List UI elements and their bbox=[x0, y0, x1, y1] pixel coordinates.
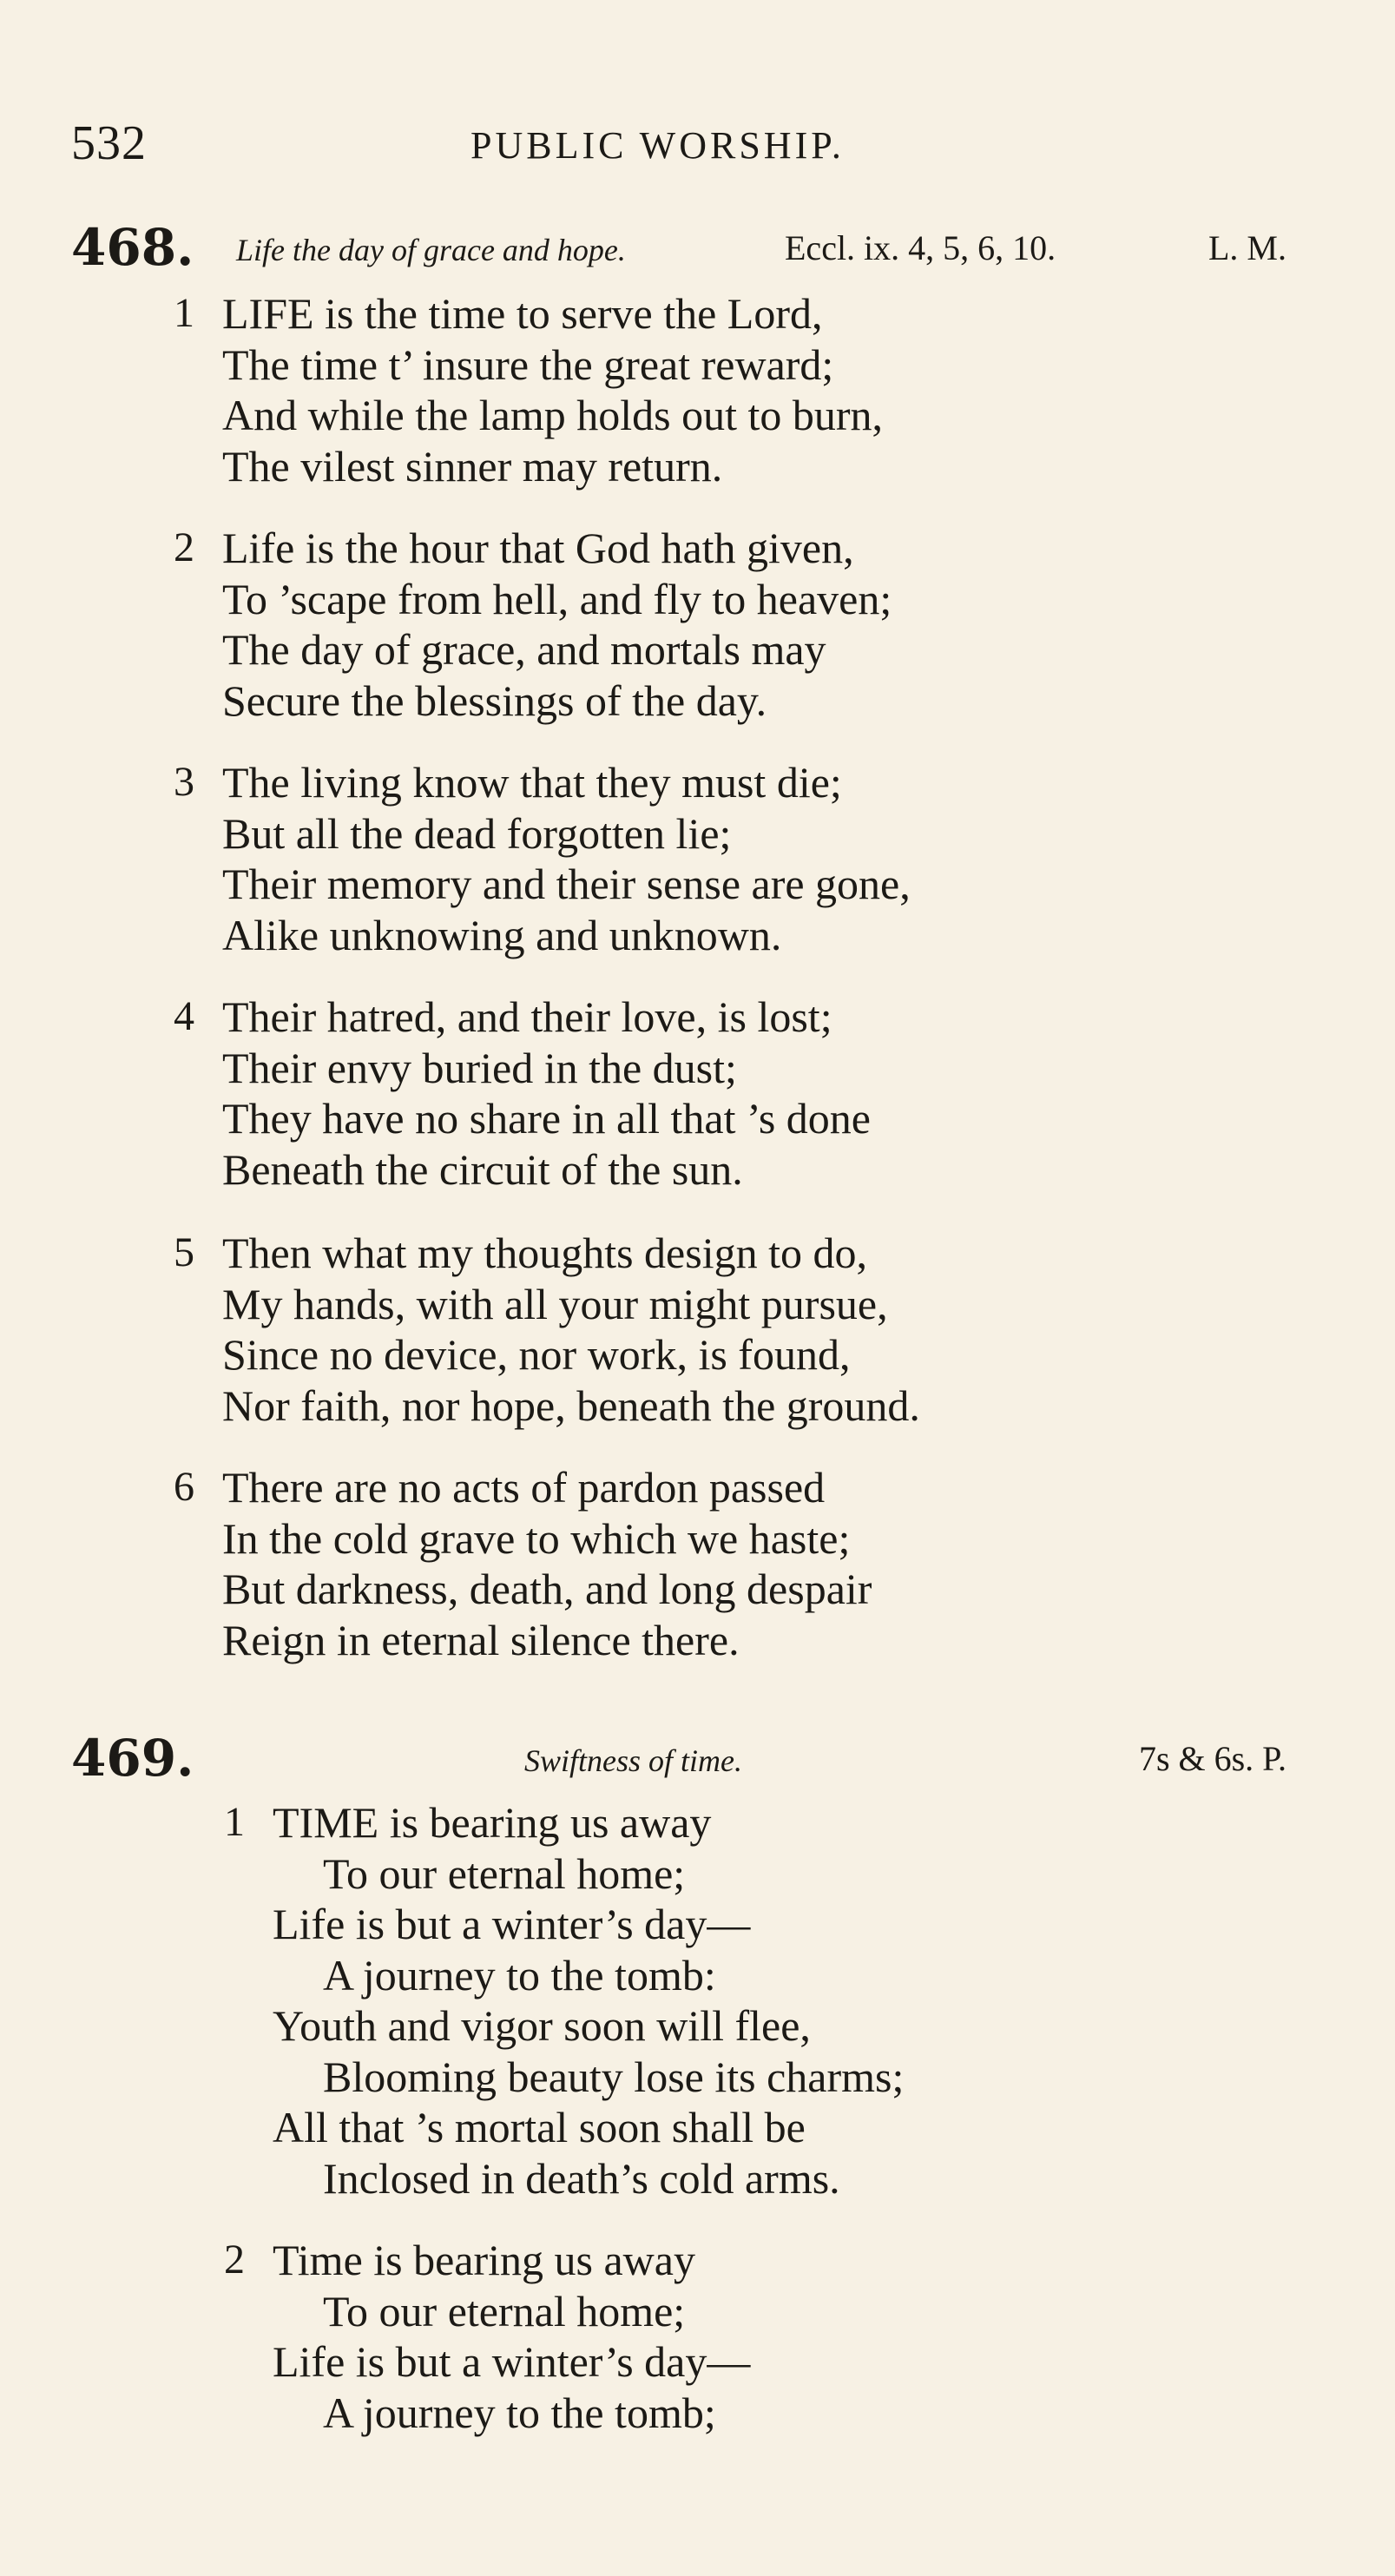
hymn-number: 468. bbox=[71, 218, 194, 277]
hymn-469-heading bbox=[71, 1728, 1286, 1789]
verse-line: Life is but a winter’s day— bbox=[273, 1900, 751, 1948]
verse-line: To our eternal home; bbox=[323, 2286, 686, 2336]
verse-line: Their envy buried in the dust; bbox=[222, 1043, 737, 1092]
verse-line: Their memory and their sense are gone, bbox=[222, 860, 911, 908]
stanza-number: 2 bbox=[224, 2237, 245, 2283]
verse-line: Blooming beauty lose its charms; bbox=[323, 2052, 905, 2101]
verse-line: In the cold grave to which we haste; bbox=[222, 1513, 851, 1563]
stanza-lines bbox=[222, 992, 871, 1195]
stanza-lines bbox=[222, 1228, 920, 1431]
running-title: PUBLIC WORSHIP. bbox=[470, 124, 845, 167]
hymn-subject: Life the day of grace and hope. bbox=[236, 233, 626, 267]
stanza-number: 6 bbox=[174, 1464, 194, 1510]
stanza-number: 3 bbox=[174, 759, 194, 805]
verse-line: There are no acts of pardon passed bbox=[222, 1463, 826, 1512]
verse-line: LIFE is the time to serve the Lord, bbox=[222, 289, 823, 338]
verse-line: But all the dead forgotten lie; bbox=[222, 808, 732, 858]
verse-line: Secure the blessings of the day. bbox=[222, 675, 767, 725]
verse-line: Time is bearing us away bbox=[273, 2236, 695, 2284]
verse-line: Alike unknowing and unknown. bbox=[222, 910, 782, 959]
verse-line: Inclosed in death’s cold arms. bbox=[323, 2153, 840, 2203]
page-number: 532 bbox=[71, 116, 147, 170]
stanza-number: 4 bbox=[174, 993, 194, 1039]
verse-line: But darkness, death, and long despair bbox=[222, 1565, 872, 1613]
hymn-468-heading bbox=[71, 217, 1286, 278]
verse-line: The living know that they must die; bbox=[222, 758, 842, 807]
scripture-reference: Eccl. ix. 4, 5, 6, 10. bbox=[785, 228, 1056, 267]
stanza-number: 5 bbox=[174, 1229, 194, 1275]
stanza-lines bbox=[273, 2235, 750, 2438]
verse-line: The vilest sinner may return. bbox=[222, 441, 723, 491]
verse-line: Life is but a winter’s day— bbox=[273, 2337, 751, 2386]
verse-line: Their hatred, and their love, is lost; bbox=[222, 992, 832, 1041]
hymn-meter: L. M. bbox=[1208, 228, 1286, 267]
verse-line: And while the lamp holds out to burn, bbox=[222, 391, 884, 439]
verse-line: The time t’ insure the great reward; bbox=[222, 339, 834, 389]
verse-line: TIME is bearing us away bbox=[273, 1798, 712, 1847]
verse-line: They have no share in all that ’s done bbox=[222, 1094, 871, 1143]
stanza-lines bbox=[222, 288, 883, 491]
verse-line: Since no device, nor work, is found, bbox=[222, 1330, 851, 1379]
verse-line: My hands, with all your might pursue, bbox=[222, 1279, 888, 1328]
verse-line: Beneath the circuit of the sun. bbox=[222, 1144, 743, 1194]
verse-line: Nor faith, nor hope, beneath the ground. bbox=[222, 1380, 920, 1430]
stanza-lines bbox=[222, 757, 911, 960]
hymn-number: 469. bbox=[71, 1729, 194, 1788]
verse-line: Life is the hour that God hath given, bbox=[222, 524, 854, 572]
stanza-number: 1 bbox=[224, 1799, 245, 1845]
verse-line: All that ’s mortal soon shall be bbox=[273, 2103, 806, 2151]
verse-line: A journey to the tomb: bbox=[323, 1950, 716, 2000]
verse-line: The day of grace, and mortals may bbox=[222, 625, 826, 674]
verse-line: To ’scape from hell, and fly to heaven; bbox=[222, 574, 892, 623]
stanza-number: 2 bbox=[174, 524, 194, 570]
verse-line: Youth and vigor soon will flee, bbox=[273, 2001, 811, 2050]
stanza-lines bbox=[222, 1462, 872, 1665]
stanza-lines bbox=[222, 523, 892, 726]
hymn-meter: 7s & 6s. P. bbox=[1138, 1739, 1286, 1778]
verse-line: To our eternal home; bbox=[323, 1848, 686, 1898]
verse-line: Then what my thoughts design to do, bbox=[222, 1229, 867, 1277]
stanza-number: 1 bbox=[174, 290, 194, 336]
stanza-lines bbox=[273, 1797, 904, 2204]
hymn-subject: Swiftness of time. bbox=[524, 1743, 742, 1778]
running-head bbox=[71, 113, 1304, 174]
verse-line: Reign in eternal silence there. bbox=[222, 1615, 740, 1664]
verse-line: A journey to the tomb; bbox=[323, 2388, 716, 2437]
